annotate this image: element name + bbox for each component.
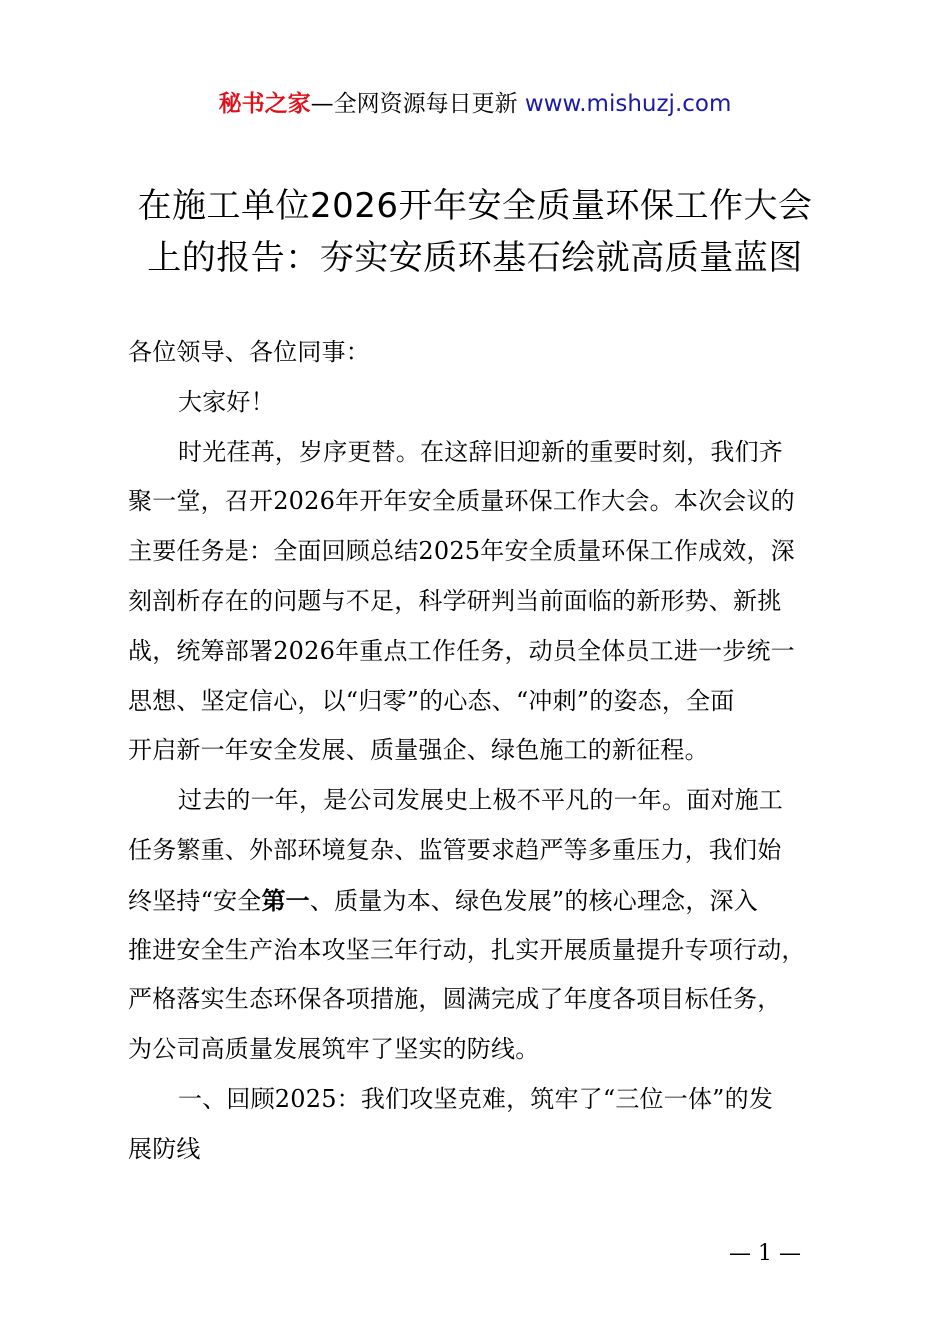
site-url[interactable]: www.mishuzj.com <box>524 91 732 117</box>
text-segment: 终坚持“安全 <box>128 886 262 915</box>
brand-name: 秘书之家 <box>218 91 311 117</box>
document-title <box>0 180 950 284</box>
page-number: — 1 — <box>729 1241 801 1266</box>
paragraph-line: 开启新一年安全发展、质量强企、绿色施工的新征程。 <box>128 736 709 765</box>
paragraph-line: 思想、坚定信心，以“归零”的心态、“冲刺”的姿态，全面 <box>128 686 735 715</box>
document-body <box>128 328 828 1175</box>
title-line-1: 在施工单位2026开年安全质量环保工作大会 <box>137 186 813 226</box>
paragraph-line: 时光荏苒，岁序更替。在这辞旧迎新的重要时刻，我们齐 <box>178 437 783 466</box>
salutation: 各位领导、各位同事： <box>128 338 370 366</box>
title-line-2: 上的报告：夯实安质环基石绘就高质量蓝图 <box>147 238 803 278</box>
section-heading-1 <box>128 1075 828 1175</box>
header-slogan: —全网资源每日更新 <box>310 91 525 117</box>
paragraph-1 <box>128 428 828 777</box>
paragraph-line <box>128 876 828 926</box>
greeting: 大家好！ <box>178 387 275 416</box>
paragraph-line: 战，统筹部署2026年重点工作任务，动员全体员工进一步统一 <box>128 636 795 665</box>
paragraph-line: 刻剖析存在的问题与不足，科学研判当前面临的新形势、新挑 <box>128 586 782 615</box>
site-header <box>0 86 950 122</box>
paragraph-line: 主要任务是：全面回顾总结2025年安全质量环保工作成效，深 <box>128 537 795 566</box>
paragraph-line: 严格落实生态环保各项措施，圆满完成了年度各项目标任务， <box>128 985 782 1014</box>
paragraph-line: 推进安全生产治本攻坚三年行动，扎实开展质量提升专项行动， <box>128 935 806 964</box>
text-segment: 、质量为本、绿色发展”的核心理念，深入 <box>309 886 758 915</box>
section-heading-line: 一、回顾2025：我们攻坚克难，筑牢了“三位一体”的发 <box>178 1084 774 1113</box>
bold-text-segment: 第一 <box>261 885 310 915</box>
section-heading-line: 展防线 <box>128 1134 201 1163</box>
paragraph-line: 聚一堂，召开2026年开年安全质量环保工作大会。本次会议的 <box>128 487 795 516</box>
paragraph-2 <box>128 776 828 1075</box>
paragraph-line: 为公司高质量发展筑牢了坚实的防线。 <box>128 1035 540 1064</box>
paragraph-line: 过去的一年，是公司发展史上极不平凡的一年。面对施工 <box>178 786 783 815</box>
paragraph-line: 任务繁重、外部环境复杂、监管要求趋严等多重压力，我们始 <box>128 835 782 864</box>
